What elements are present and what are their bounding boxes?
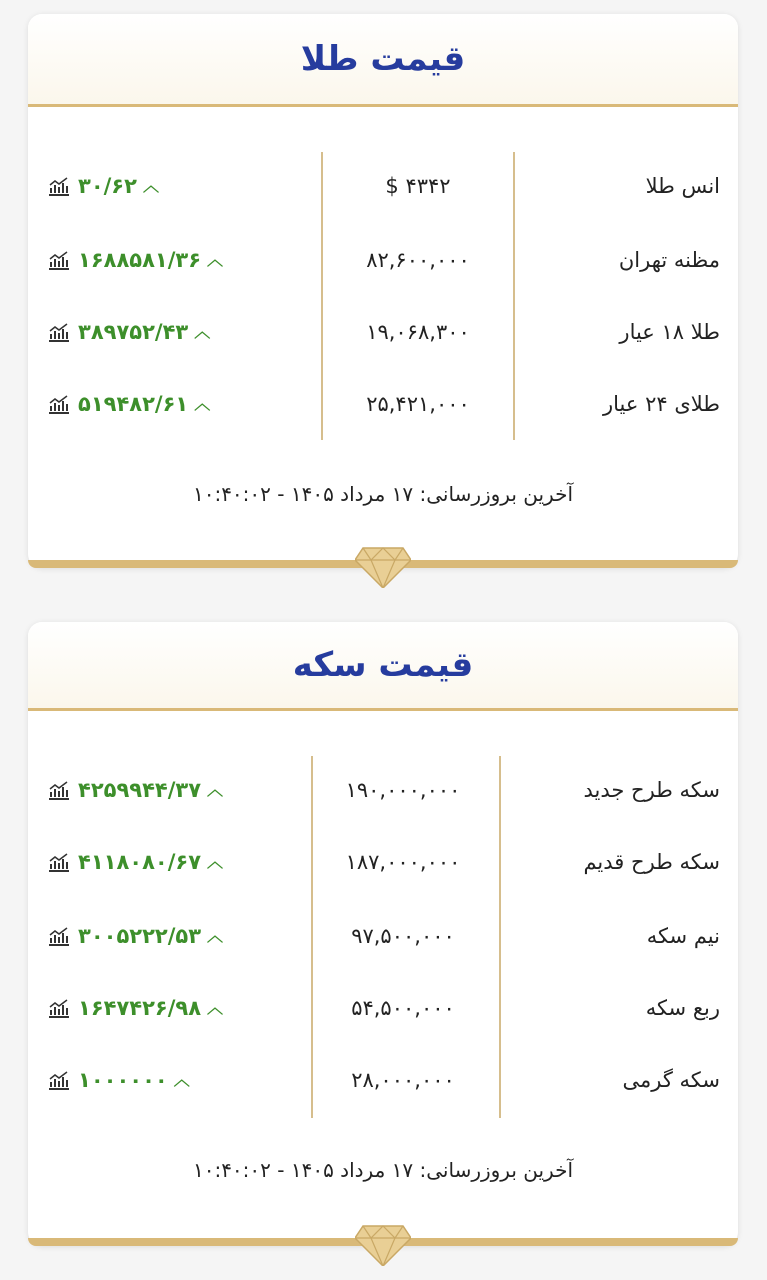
item-name: ربع سکه xyxy=(645,996,720,1020)
chevron-up-icon: ︿ xyxy=(194,394,211,413)
item-price: ۸۲,۶۰۰,۰۰۰ xyxy=(366,248,470,272)
price-row[interactable] xyxy=(28,988,738,1028)
last-updated-text: آخرین بروزرسانی: ۱۷ مرداد ۱۴۰۵ - ۱۰:۴۰:۰۲ xyxy=(192,1158,574,1182)
price-row[interactable] xyxy=(28,1060,738,1100)
item-name: طلای ۲۴ عیار xyxy=(602,392,720,416)
bar-chart-icon[interactable] xyxy=(46,249,72,271)
chevron-up-icon: ︿ xyxy=(207,250,224,269)
change-value: ۳۰/۶۲ xyxy=(78,174,137,198)
item-name: مظنه تهران xyxy=(618,248,720,272)
item-change xyxy=(46,1060,190,1100)
diamond-icon xyxy=(355,544,411,588)
change-value: ۱۶۸۸۵۸۱/۳۶ xyxy=(78,248,202,272)
item-change xyxy=(46,988,223,1028)
bar-chart-icon[interactable] xyxy=(46,1069,72,1091)
item-price: ۱۹,۰۶۸,۳۰۰ xyxy=(366,320,470,344)
change-value: ۵۱۹۴۸۲/۶۱ xyxy=(78,392,189,416)
chevron-up-icon: ︿ xyxy=(142,176,159,195)
item-name: انس طلا xyxy=(645,174,720,198)
item-name: نیم سکه xyxy=(646,924,720,948)
coin-price-card xyxy=(28,622,738,1246)
bar-chart-icon[interactable] xyxy=(46,393,72,415)
chevron-up-icon: ︿ xyxy=(207,926,224,945)
price-row[interactable] xyxy=(28,916,738,956)
change-value: ۱۶۴۷۴۲۶/۹۸ xyxy=(78,996,202,1020)
item-price: ۱۹۰,۰۰۰,۰۰۰ xyxy=(345,778,461,802)
bar-chart-icon[interactable] xyxy=(46,175,72,197)
coin-card-header xyxy=(28,622,738,711)
diamond-icon xyxy=(355,1222,411,1266)
item-change xyxy=(46,916,223,956)
gold-card-header xyxy=(28,14,738,107)
last-updated-text: آخرین بروزرسانی: ۱۷ مرداد ۱۴۰۵ - ۱۰:۴۰:۰۲ xyxy=(192,482,574,506)
bar-chart-icon[interactable] xyxy=(46,997,72,1019)
chevron-up-icon: ︿ xyxy=(207,780,224,799)
price-row[interactable] xyxy=(28,842,738,882)
price-row[interactable] xyxy=(28,166,738,206)
bar-chart-icon[interactable] xyxy=(46,925,72,947)
item-change xyxy=(46,770,223,810)
item-name: سکه طرح قدیم xyxy=(583,850,720,874)
item-name: سکه طرح جدید xyxy=(583,778,720,802)
item-change xyxy=(46,312,210,352)
change-value: ۴۱۱۸۰۸۰/۶۷ xyxy=(78,850,202,874)
item-price: ۹۷,۵۰۰,۰۰۰ xyxy=(351,924,455,948)
price-row[interactable] xyxy=(28,240,738,280)
change-value: ۳۰۰۵۲۲۲/۵۳ xyxy=(78,924,202,948)
change-value: ۱۰۰۰۰۰۰ xyxy=(78,1068,168,1092)
item-change xyxy=(46,384,210,424)
item-change xyxy=(46,240,223,280)
chevron-up-icon: ︿ xyxy=(207,852,224,871)
bar-chart-icon[interactable] xyxy=(46,321,72,343)
item-name: طلا ۱۸ عیار xyxy=(619,320,720,344)
bar-chart-icon[interactable] xyxy=(46,779,72,801)
gold-price-card xyxy=(28,14,738,568)
item-name: سکه گرمی xyxy=(622,1068,720,1092)
price-row[interactable] xyxy=(28,770,738,810)
change-value: ۳۸۹۷۵۲/۴۳ xyxy=(78,320,189,344)
chevron-up-icon: ︿ xyxy=(207,998,224,1017)
bar-chart-icon[interactable] xyxy=(46,851,72,873)
coin-card-title: قیمت سکه xyxy=(292,645,474,685)
item-change xyxy=(46,842,223,882)
item-price: ۴۳۴۲ $ xyxy=(385,174,451,198)
change-value: ۴۲۵۹۹۴۴/۳۷ xyxy=(78,778,202,802)
gold-card-title: قیمت طلا xyxy=(300,39,466,79)
item-change xyxy=(46,166,159,206)
chevron-up-icon: ︿ xyxy=(173,1070,190,1089)
item-price: ۵۴,۵۰۰,۰۰۰ xyxy=(351,996,455,1020)
price-row[interactable] xyxy=(28,384,738,424)
item-price: ۲۸,۰۰۰,۰۰۰ xyxy=(351,1068,455,1092)
chevron-up-icon: ︿ xyxy=(194,322,211,341)
item-price: ۲۵,۴۲۱,۰۰۰ xyxy=(366,392,470,416)
item-price: ۱۸۷,۰۰۰,۰۰۰ xyxy=(345,850,461,874)
price-row[interactable] xyxy=(28,312,738,352)
